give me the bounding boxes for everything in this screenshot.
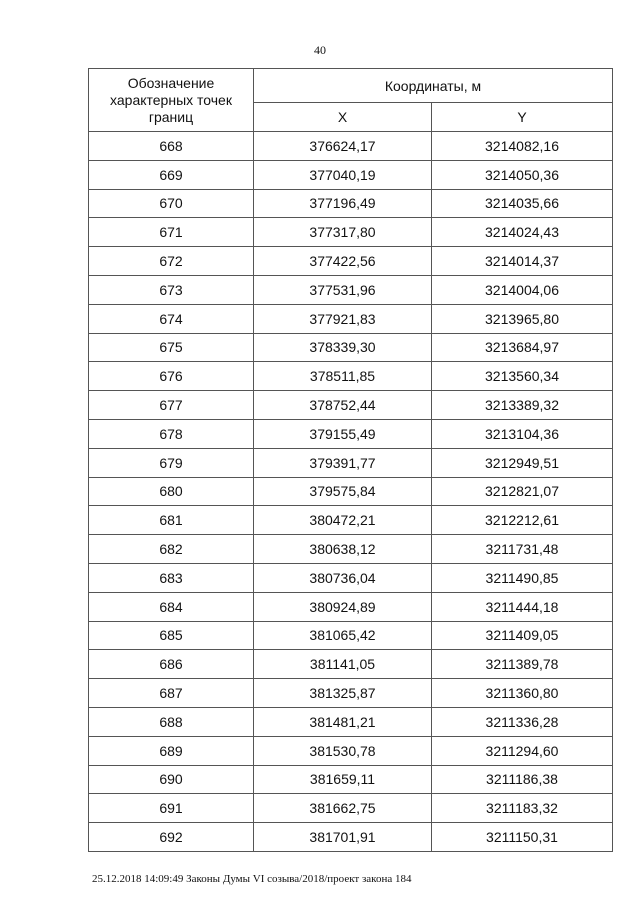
- cell-point: 670: [89, 189, 254, 218]
- header-point: Обозначение характерных точек границ: [89, 69, 254, 132]
- cell-x: 381530,78: [254, 736, 432, 765]
- cell-point: 677: [89, 391, 254, 420]
- cell-x: 379391,77: [254, 448, 432, 477]
- cell-point: 672: [89, 247, 254, 276]
- cell-point: 681: [89, 506, 254, 535]
- table-row: [89, 823, 613, 852]
- cell-x: 381065,42: [254, 621, 432, 650]
- header-coordinates: Координаты, м: [254, 69, 613, 103]
- cell-x: 380924,89: [254, 592, 432, 621]
- cell-x: 381701,91: [254, 823, 432, 852]
- table-row: [89, 650, 613, 679]
- cell-point: 673: [89, 275, 254, 304]
- table-row: [89, 275, 613, 304]
- cell-x: 381659,11: [254, 765, 432, 794]
- cell-y: 3211731,48: [432, 535, 613, 564]
- cell-x: 377040,19: [254, 160, 432, 189]
- cell-y: 3211490,85: [432, 563, 613, 592]
- cell-point: 675: [89, 333, 254, 362]
- cell-x: 381662,75: [254, 794, 432, 823]
- cell-x: 377531,96: [254, 275, 432, 304]
- table-row: [89, 679, 613, 708]
- page-number: 40: [314, 43, 326, 57]
- cell-x: 377317,80: [254, 218, 432, 247]
- table-row: [89, 362, 613, 391]
- table-row: [89, 160, 613, 189]
- table-row: [89, 247, 613, 276]
- cell-y: 3214082,16: [432, 132, 613, 161]
- cell-point: 688: [89, 707, 254, 736]
- cell-y: 3211186,38: [432, 765, 613, 794]
- cell-x: 380736,04: [254, 563, 432, 592]
- cell-y: 3214014,37: [432, 247, 613, 276]
- cell-point: 671: [89, 218, 254, 247]
- table-row: [89, 707, 613, 736]
- table-header: [89, 69, 613, 132]
- cell-point: 684: [89, 592, 254, 621]
- cell-point: 682: [89, 535, 254, 564]
- cell-point: 683: [89, 563, 254, 592]
- cell-x: 377921,83: [254, 304, 432, 333]
- header-y: Y: [432, 103, 613, 132]
- cell-y: 3213389,32: [432, 391, 613, 420]
- table-row: [89, 218, 613, 247]
- table-body: [89, 132, 613, 852]
- table-row: [89, 189, 613, 218]
- table-row: [89, 535, 613, 564]
- cell-point: 686: [89, 650, 254, 679]
- cell-x: 378511,85: [254, 362, 432, 391]
- cell-y: 3213684,97: [432, 333, 613, 362]
- cell-y: 3213560,34: [432, 362, 613, 391]
- cell-point: 692: [89, 823, 254, 852]
- cell-point: 679: [89, 448, 254, 477]
- table-row: [89, 736, 613, 765]
- cell-y: 3211336,28: [432, 707, 613, 736]
- cell-x: 380638,12: [254, 535, 432, 564]
- table-row: [89, 477, 613, 506]
- cell-x: 379155,49: [254, 419, 432, 448]
- cell-point: 680: [89, 477, 254, 506]
- cell-y: 3212949,51: [432, 448, 613, 477]
- cell-y: 3211409,05: [432, 621, 613, 650]
- cell-y: 3212212,61: [432, 506, 613, 535]
- table-row: [89, 419, 613, 448]
- cell-y: 3211150,31: [432, 823, 613, 852]
- cell-point: 687: [89, 679, 254, 708]
- cell-point: 678: [89, 419, 254, 448]
- footer-stamp: 25.12.2018 14:09:49 Законы Думы VI созыва/2018/проект закона 184: [92, 873, 412, 885]
- table-row: [89, 448, 613, 477]
- cell-x: 379575,84: [254, 477, 432, 506]
- cell-y: 3212821,07: [432, 477, 613, 506]
- cell-y: 3211389,78: [432, 650, 613, 679]
- cell-x: 380472,21: [254, 506, 432, 535]
- cell-x: 377196,49: [254, 189, 432, 218]
- cell-y: 3214050,36: [432, 160, 613, 189]
- table-row: [89, 333, 613, 362]
- cell-y: 3214024,43: [432, 218, 613, 247]
- table-row: [89, 304, 613, 333]
- coordinates-table: [88, 68, 613, 852]
- cell-point: 668: [89, 132, 254, 161]
- table-row: [89, 132, 613, 161]
- cell-y: 3211183,32: [432, 794, 613, 823]
- cell-x: 378752,44: [254, 391, 432, 420]
- cell-x: 376624,17: [254, 132, 432, 161]
- cell-y: 3211294,60: [432, 736, 613, 765]
- cell-x: 381481,21: [254, 707, 432, 736]
- cell-x: 381325,87: [254, 679, 432, 708]
- cell-y: 3214035,66: [432, 189, 613, 218]
- cell-y: 3213965,80: [432, 304, 613, 333]
- header-row: [89, 69, 613, 103]
- cell-point: 674: [89, 304, 254, 333]
- cell-point: 689: [89, 736, 254, 765]
- cell-y: 3214004,06: [432, 275, 613, 304]
- cell-point: 676: [89, 362, 254, 391]
- cell-point: 690: [89, 765, 254, 794]
- table-row: [89, 506, 613, 535]
- cell-point: 691: [89, 794, 254, 823]
- table-row: [89, 794, 613, 823]
- table-row: [89, 563, 613, 592]
- table-row: [89, 391, 613, 420]
- table-row: [89, 592, 613, 621]
- table-row: [89, 621, 613, 650]
- cell-x: 381141,05: [254, 650, 432, 679]
- header-x: X: [254, 103, 432, 132]
- cell-x: 377422,56: [254, 247, 432, 276]
- cell-y: 3211360,80: [432, 679, 613, 708]
- cell-y: 3211444,18: [432, 592, 613, 621]
- cell-point: 685: [89, 621, 254, 650]
- cell-point: 669: [89, 160, 254, 189]
- cell-y: 3213104,36: [432, 419, 613, 448]
- cell-x: 378339,30: [254, 333, 432, 362]
- table-row: [89, 765, 613, 794]
